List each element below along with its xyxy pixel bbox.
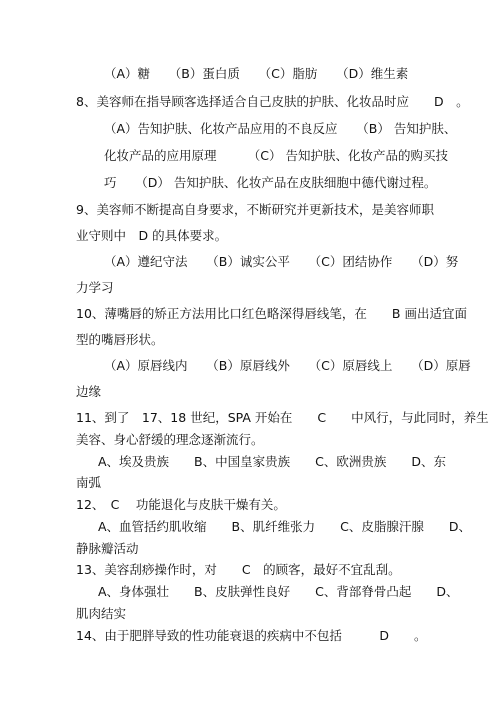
q9-stem-cont: 业守则中 D 的具体要求。 <box>76 228 228 243</box>
q13-stem: 13、美容刮痧操作时，对 C 的顾客，最好不宜乱刮。 <box>76 562 401 577</box>
q10-stem-cont: 型的嘴唇形状。 <box>76 332 164 347</box>
q8-option-line-2: 化妆产品的应用原理 （C） 告知护肤、化妆产品的购买技 <box>104 148 448 163</box>
q8-option-line-3: 巧 （D） 告知护肤、化妆产品在皮肤细胞中德代谢过程。 <box>104 175 437 190</box>
q11-stem: 11、到了 17、18 世纪，SPA 开始在 C 中风行，与此同时，养生 <box>76 410 489 425</box>
q13-options: A、身体强壮 B、皮肤弹性良好 C、背部脊骨凸起 D、 <box>98 584 459 599</box>
q10-options: （A）原唇线内 （B）原唇线外 （C）原唇线上 （D）原唇 <box>104 358 471 373</box>
q11-stem-cont: 美容、身心舒缓的理念逐渐流行。 <box>76 432 264 447</box>
q9-stem: 9、美容师不断提高自身要求，不断研究并更新技术，是美容师职 <box>76 202 434 217</box>
q8-stem: 8、美容师在指导顾客选择适合自己皮肤的护肤、化妆品时应 D 。 <box>76 94 469 109</box>
q9-options-cont: 力学习 <box>76 280 114 295</box>
q10-stem: 10、薄嘴唇的矫正方法用比口红色略深得唇线笔，在 B 画出适宜面 <box>76 306 467 321</box>
q11-options: A、埃及贵族 B、中国皇家贵族 C、欧洲贵族 D、东 <box>98 454 446 469</box>
q12-stem: 12、 C 功能退化与皮肤干燥有关。 <box>76 497 286 512</box>
q11-options-cont: 南弧 <box>76 475 102 490</box>
q7-options: （A）糖 （B）蛋白质 （C）脂肪 （D）维生素 <box>104 66 409 81</box>
q13-options-cont: 肌肉结实 <box>76 606 127 621</box>
q12-options: A、血管括约肌收缩 B、肌纤维张力 C、皮脂腺汗腺 D、 <box>98 519 471 534</box>
q10-options-cont: 边缘 <box>76 384 102 399</box>
q12-options-cont: 静脉瓣活动 <box>76 541 139 556</box>
q9-options: （A）遵纪守法 （B）诚实公平 （C）团结协作 （D）努 <box>104 254 459 269</box>
q14-stem: 14、由于肥胖导致的性功能衰退的疾病中不包括 D 。 <box>76 628 427 643</box>
q8-option-line-1: （A）告知护肤、化妆产品应用的不良反应 （B） 告知护肤、 <box>104 121 457 136</box>
